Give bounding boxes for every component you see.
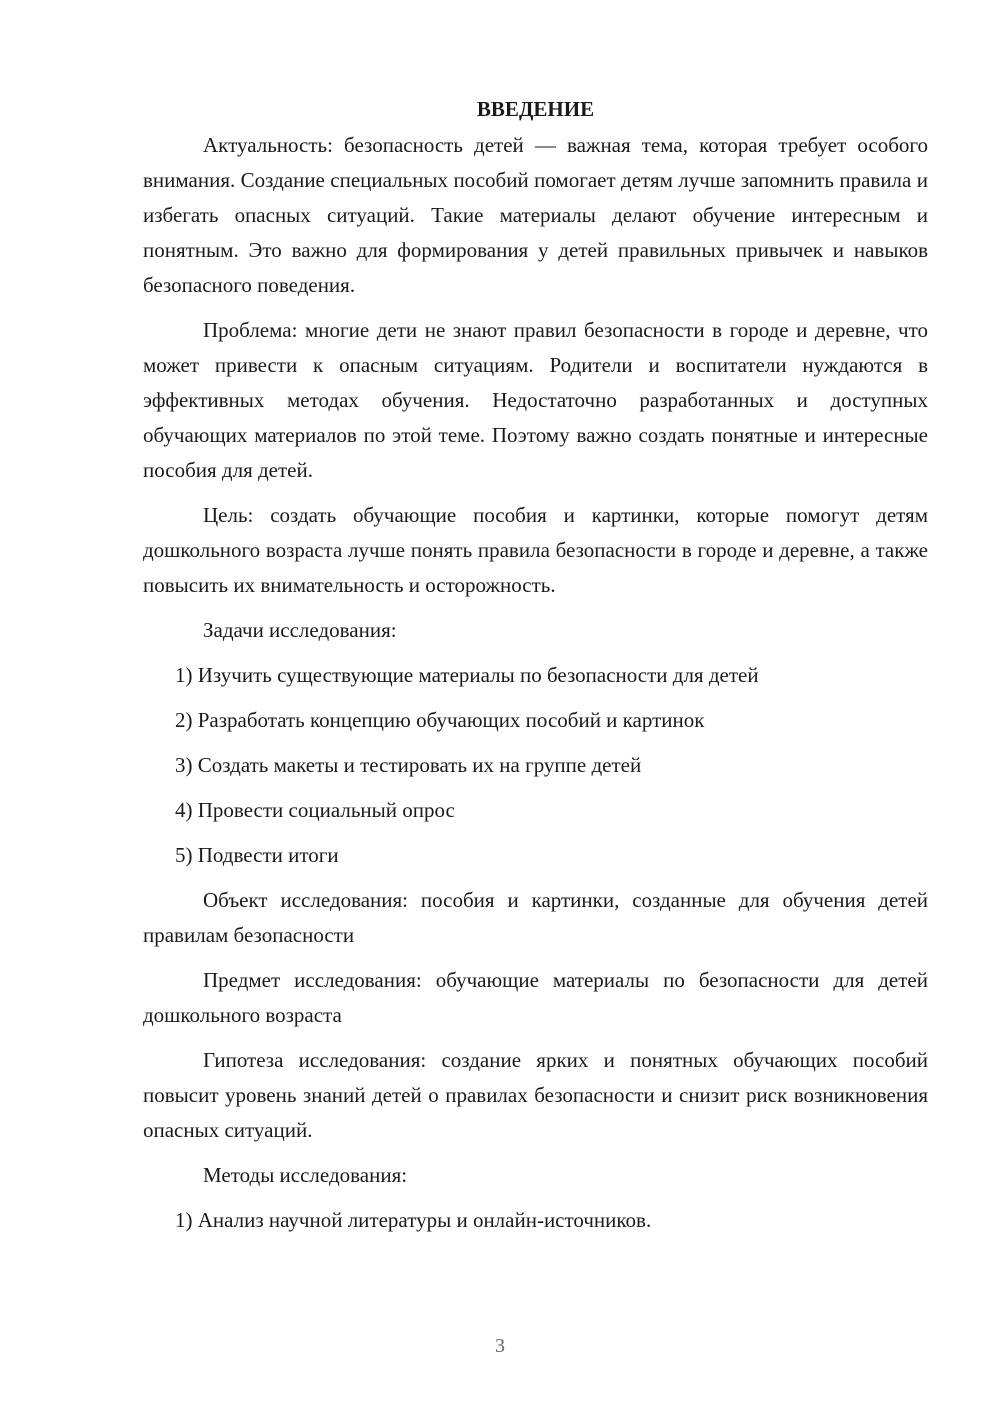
subject-paragraph: Предмет исследования: обучающие материалы по безопасности для детей дошкольного возраста xyxy=(143,968,928,1027)
tasks-list xyxy=(143,658,928,873)
list-item: 2) Разработать концепцию обучающих пособий и картинок xyxy=(175,708,705,732)
relevance-paragraph: Актуальность: безопасность детей — важная тема, которая требует особого внимания. Создание специальных пособий помогает детям лучше запомнить правила и избегать опасных ситуаций. Такие материалы делают обучение интересным и понятным. Это важно для формирования у детей правильных привычек и навыков безопасного поведения. xyxy=(143,133,928,297)
list-item: 5) Подвести итоги xyxy=(175,843,339,867)
problem-paragraph: Проблема: многие дети не знают правил безопасности в городе и деревне, что может привести к опасным ситуациям. Родители и воспитатели нуждаются в эффективных методах обучения. Недостаточно разработанных и доступных обучающих материалов по этой теме. Поэтому важно создать понятные и интересные пособия для детей. xyxy=(143,318,928,482)
list-item: 1) Анализ научной литературы и онлайн-источников. xyxy=(175,1208,652,1232)
object-paragraph: Объект исследования: пособия и картинки, созданные для обучения детей правилам безопасности xyxy=(143,888,928,947)
methods-label: Методы исследования: xyxy=(203,1163,408,1187)
hypothesis-paragraph: Гипотеза исследования: создание ярких и понятных обучающих пособий повысит уровень знаний детей о правилах безопасности и снизит риск возникновения опасных ситуаций. xyxy=(143,1048,928,1142)
list-item: 4) Провести социальный опрос xyxy=(175,798,455,822)
list-item: 1) Изучить существующие материалы по безопасности для детей xyxy=(175,663,759,687)
section-title: ВВЕДЕНИЕ xyxy=(476,97,595,121)
document-page xyxy=(143,92,928,1248)
tasks-label: Задачи исследования: xyxy=(203,618,397,642)
list-item: 3) Создать макеты и тестировать их на группе детей xyxy=(175,753,642,777)
methods-list xyxy=(143,1203,928,1238)
page-number: 3 xyxy=(495,1335,505,1357)
goal-paragraph: Цель: создать обучающие пособия и картинки, которые помогут детям дошкольного возраста лучше понять правила безопасности в городе и деревне, а также повысить их внимательность и осторожность. xyxy=(143,503,928,597)
